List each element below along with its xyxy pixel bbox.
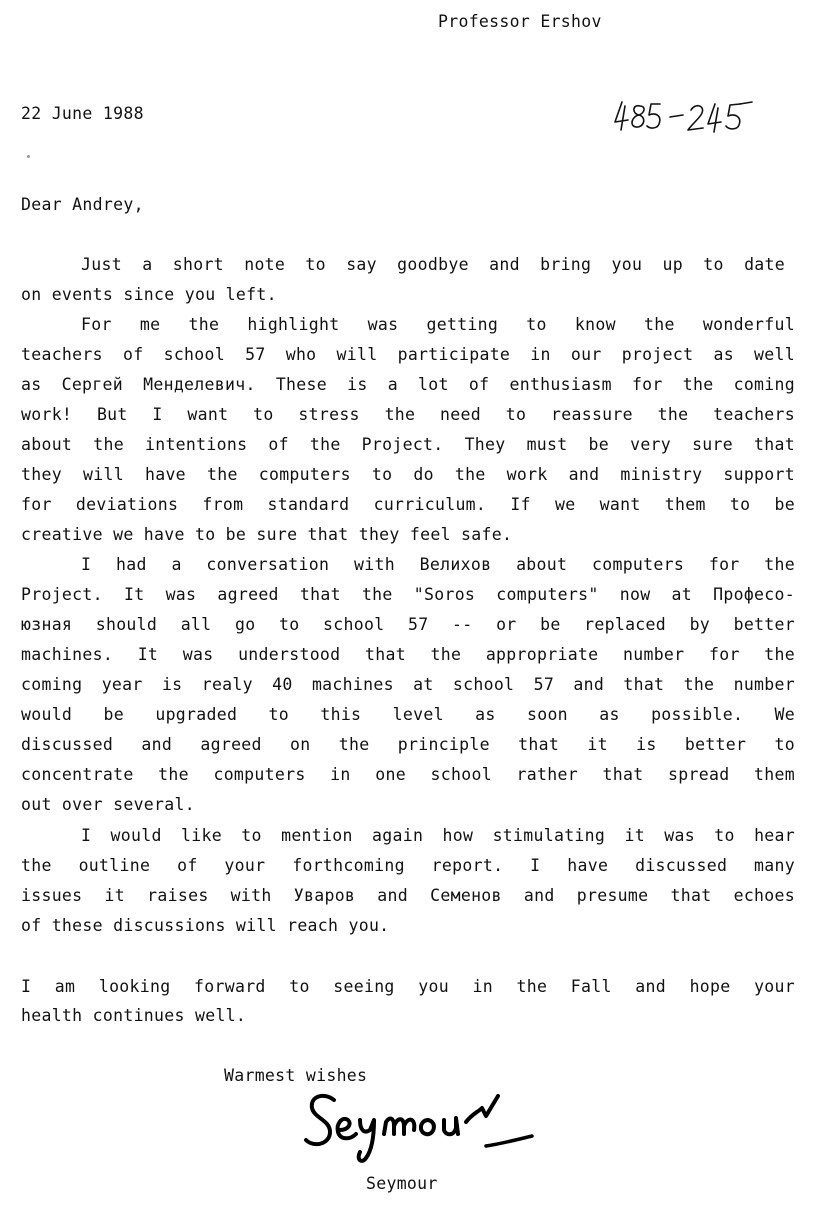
body-line: I would like to mention again how stimulating it was to hear xyxy=(81,826,795,845)
body-line: on events since you left. xyxy=(21,285,277,304)
body-line: they will have the computers to do the work and ministry support xyxy=(21,465,795,484)
body-line: For me the highlight was getting to know the wonderful xyxy=(81,315,795,334)
body-line: I am looking forward to seeing you in the Fall and hope your xyxy=(21,977,795,996)
letter-date: 22 June 1988 xyxy=(21,104,144,123)
body-line: machines. It was understood that the appropriate number for the xyxy=(21,645,795,664)
body-line: Project. It was agreed that the "Soros computers" now at Професо- xyxy=(21,585,795,604)
closing-text: Warmest wishes xyxy=(224,1066,368,1085)
body-line: for deviations from standard curriculum. If we want them to be xyxy=(21,495,795,514)
body-line: coming year is realy 40 machines at school 57 and that the number xyxy=(21,675,795,694)
signer-name: Seymour xyxy=(366,1174,438,1193)
handwritten-note xyxy=(612,96,762,136)
paper-speck xyxy=(27,155,30,158)
signature xyxy=(300,1086,540,1168)
recipient-name: Professor Ershov xyxy=(438,12,602,31)
body-line: Just a short note to say goodbye and bring you up to date xyxy=(81,255,785,274)
body-line: the outline of your forthcoming report. I have discussed many xyxy=(21,856,795,875)
body-line: of these discussions will reach you. xyxy=(21,916,390,935)
body-line: teachers of school 57 who will participate in our project as well xyxy=(21,345,795,364)
body-line: would be upgraded to this level as soon as possible. We xyxy=(21,705,795,724)
body-line: out over several. xyxy=(21,795,195,814)
body-line: creative we have to be sure that they feel safe. xyxy=(21,525,513,544)
body-line: work! But I want to stress the need to reassure the teachers xyxy=(21,405,795,424)
body-line: about the intentions of the Project. They must be very sure that xyxy=(21,435,795,454)
body-line: issues it raises with Уваров and Семенов and presume that echoes xyxy=(21,886,795,905)
body-line: discussed and agreed on the principle that it is better to xyxy=(21,735,795,754)
salutation: Dear Andrey, xyxy=(21,195,144,214)
body-line: as Сергей Менделевич. These is a lot of enthusiasm for the coming xyxy=(21,375,795,394)
body-line: health continues well. xyxy=(21,1006,247,1025)
body-line: I had a conversation with Велихов about computers for the xyxy=(81,555,795,574)
body-line: юзная should all go to school 57 -- or be replaced by better xyxy=(21,615,795,634)
body-line: concentrate the computers in one school rather that spread them xyxy=(21,765,795,784)
